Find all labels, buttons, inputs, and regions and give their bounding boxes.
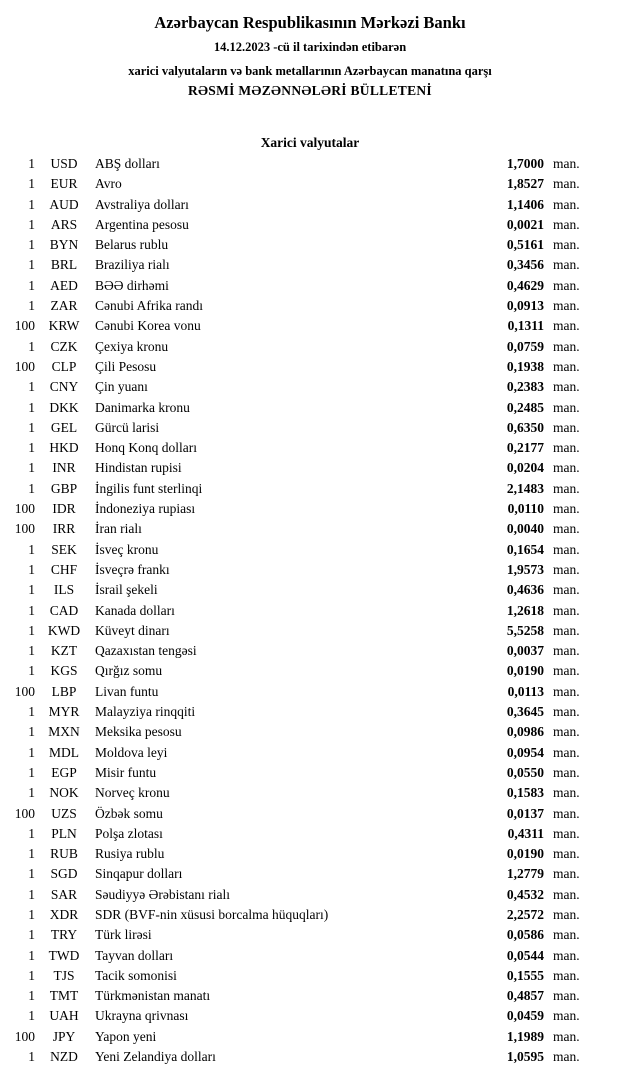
currency-code-cell: LBP bbox=[51, 683, 77, 699]
rate-value-cell: 0,0544 bbox=[506, 947, 544, 963]
currency-name-cell: Çili Pesosu bbox=[95, 358, 157, 374]
currency-name-cell: Türk lirəsi bbox=[95, 927, 152, 943]
amount-cell: 1 bbox=[28, 825, 35, 841]
rate-value-cell: 0,0190 bbox=[506, 846, 544, 862]
unit-cell: man. bbox=[553, 521, 580, 537]
amount-cell: 1 bbox=[28, 988, 35, 1004]
rate-value-cell: 0,1311 bbox=[507, 318, 544, 334]
currency-name-cell: Səudiyyə Ərəbistanı rialı bbox=[95, 886, 230, 902]
currency-code-cell: MYR bbox=[48, 704, 80, 720]
currency-name-cell: İsveç kronu bbox=[95, 541, 159, 557]
rate-value-cell: 0,2383 bbox=[506, 379, 544, 395]
rate-value-cell: 5,5258 bbox=[506, 622, 544, 638]
amount-cell: 1 bbox=[28, 643, 35, 659]
currency-code-cell: ILS bbox=[53, 582, 75, 598]
unit-cell: man. bbox=[553, 196, 580, 212]
currency-code-cell: GEL bbox=[50, 419, 78, 435]
currency-code-cell: USD bbox=[50, 156, 78, 171]
currency-code-cell: XDR bbox=[49, 906, 79, 922]
rate-value-cell: 0,0021 bbox=[506, 216, 544, 232]
rate-value-cell: 0,6350 bbox=[506, 419, 544, 435]
currency-name-cell: Meksika pesosu bbox=[95, 724, 182, 740]
currency-code-cell: ARS bbox=[50, 216, 78, 232]
currency-code-cell: CAD bbox=[49, 602, 79, 618]
amount-cell: 1 bbox=[28, 785, 35, 801]
rate-row bbox=[0, 745, 620, 765]
amount-cell: 1 bbox=[28, 237, 35, 253]
unit-cell: man. bbox=[553, 744, 580, 760]
rate-value-cell: 0,0954 bbox=[506, 744, 544, 760]
rate-row bbox=[0, 197, 620, 217]
rate-row bbox=[0, 359, 620, 379]
rate-value-cell: 0,4636 bbox=[506, 582, 544, 598]
currency-name-cell: Avro bbox=[95, 176, 122, 192]
currency-name-cell: BƏƏ dirhəmi bbox=[95, 277, 169, 293]
currency-name-cell: İsveçrə frankı bbox=[95, 561, 170, 577]
currency-name-cell: Yapon yeni bbox=[95, 1028, 157, 1044]
rate-row bbox=[0, 339, 620, 359]
currency-code-cell: IDR bbox=[52, 501, 76, 517]
currency-name-cell: Sinqapur dolları bbox=[95, 866, 183, 882]
unit-cell: man. bbox=[553, 419, 580, 435]
currency-code-cell: EUR bbox=[50, 176, 78, 192]
currency-code-cell: CNY bbox=[49, 379, 79, 395]
rate-row bbox=[0, 1049, 620, 1069]
amount-cell: 1 bbox=[28, 704, 35, 720]
rate-value-cell: 0,1555 bbox=[506, 967, 544, 983]
currency-code-cell: SGD bbox=[50, 866, 78, 882]
unit-cell: man. bbox=[553, 561, 580, 577]
currency-code-cell: SEK bbox=[51, 541, 77, 557]
rate-value-cell: 0,0550 bbox=[506, 764, 544, 780]
amount-cell: 1 bbox=[28, 1008, 35, 1024]
unit-cell: man. bbox=[553, 501, 580, 517]
currency-code-cell: RUB bbox=[50, 846, 78, 862]
unit-cell: man. bbox=[553, 846, 580, 862]
currency-name-cell: Belarus rublu bbox=[95, 237, 169, 253]
rate-value-cell: 0,0137 bbox=[506, 805, 544, 821]
rate-row bbox=[0, 887, 620, 907]
rate-value-cell: 0,3456 bbox=[506, 257, 544, 273]
rate-value-cell: 1,8527 bbox=[506, 176, 544, 192]
effective-date-line: 14.12.2023 -cü il tarixindən etibarən bbox=[213, 40, 407, 54]
rate-row bbox=[0, 806, 620, 826]
rate-value-cell: 0,4532 bbox=[506, 886, 544, 902]
unit-cell: man. bbox=[553, 906, 580, 922]
rate-value-cell: 0,2485 bbox=[506, 399, 544, 415]
amount-cell: 1 bbox=[28, 419, 35, 435]
rate-value-cell: 0,0913 bbox=[506, 298, 544, 314]
currency-code-cell: NZD bbox=[50, 1049, 78, 1065]
rate-value-cell: 1,0595 bbox=[506, 1049, 544, 1065]
amount-cell: 1 bbox=[28, 338, 35, 354]
currency-name-cell: Tacik somonisi bbox=[95, 967, 177, 983]
unit-cell: man. bbox=[553, 663, 580, 679]
rate-row bbox=[0, 948, 620, 968]
amount-cell: 1 bbox=[28, 460, 35, 476]
unit-cell: man. bbox=[553, 825, 580, 841]
rate-row bbox=[0, 643, 620, 663]
rate-value-cell: 0,0037 bbox=[506, 643, 544, 659]
currency-code-cell: AUD bbox=[49, 196, 79, 212]
currency-name-cell: Misir funtu bbox=[95, 764, 157, 780]
unit-cell: man. bbox=[553, 176, 580, 192]
currency-code-cell: TWD bbox=[48, 947, 80, 963]
amount-cell: 100 bbox=[14, 805, 35, 821]
amount-cell: 1 bbox=[28, 196, 35, 212]
rate-value-cell: 2,1483 bbox=[506, 480, 544, 496]
currency-name-cell: İran rialı bbox=[95, 521, 142, 537]
amount-cell: 100 bbox=[14, 1028, 35, 1044]
currency-code-cell: INR bbox=[52, 460, 76, 476]
amount-cell: 1 bbox=[28, 1049, 35, 1065]
rate-row bbox=[0, 1008, 620, 1028]
currency-code-cell: NOK bbox=[49, 785, 79, 801]
unit-cell: man. bbox=[553, 785, 580, 801]
rate-value-cell: 0,2177 bbox=[506, 440, 544, 456]
rate-value-cell: 0,3645 bbox=[506, 704, 544, 720]
rate-row bbox=[0, 968, 620, 988]
amount-cell: 1 bbox=[28, 724, 35, 740]
unit-cell: man. bbox=[553, 582, 580, 598]
unit-cell: man. bbox=[553, 318, 580, 334]
rate-value-cell: 0,1938 bbox=[506, 358, 544, 374]
amount-cell: 1 bbox=[28, 176, 35, 192]
rate-value-cell: 0,5161 bbox=[506, 237, 544, 253]
currency-code-cell: TJS bbox=[53, 967, 75, 983]
amount-cell: 1 bbox=[28, 622, 35, 638]
unit-cell: man. bbox=[553, 237, 580, 253]
currency-code-cell: CZK bbox=[50, 338, 78, 354]
unit-cell: man. bbox=[553, 988, 580, 1004]
amount-cell: 1 bbox=[28, 541, 35, 557]
currency-code-cell: EGP bbox=[51, 764, 77, 780]
rate-value-cell: 0,0190 bbox=[506, 663, 544, 679]
rate-row bbox=[0, 623, 620, 643]
amount-cell: 1 bbox=[28, 561, 35, 577]
rate-row bbox=[0, 257, 620, 277]
rate-row bbox=[0, 318, 620, 338]
rate-value-cell: 0,0759 bbox=[506, 338, 544, 354]
unit-cell: man. bbox=[553, 886, 580, 902]
rate-row bbox=[0, 217, 620, 237]
currency-name-cell: Qazaxıstan tengəsi bbox=[95, 643, 197, 659]
rate-value-cell: 1,2779 bbox=[506, 866, 544, 882]
unit-cell: man. bbox=[553, 541, 580, 557]
currency-code-cell: KZT bbox=[50, 643, 78, 659]
currency-code-cell: GBP bbox=[50, 480, 78, 496]
currency-name-cell: Çin yuanı bbox=[95, 379, 148, 395]
rate-row bbox=[0, 440, 620, 460]
currency-code-cell: TMT bbox=[49, 988, 79, 1004]
currency-code-cell: MDL bbox=[49, 744, 79, 760]
rate-row bbox=[0, 278, 620, 298]
rate-row bbox=[0, 582, 620, 602]
currency-name-cell: İsrail şekeli bbox=[95, 582, 158, 598]
unit-cell: man. bbox=[553, 947, 580, 963]
unit-cell: man. bbox=[553, 764, 580, 780]
rate-value-cell: 0,0040 bbox=[506, 521, 544, 537]
currency-name-cell: Rusiya rublu bbox=[95, 846, 165, 862]
rate-row bbox=[0, 907, 620, 927]
amount-cell: 1 bbox=[28, 582, 35, 598]
currency-code-cell: BRL bbox=[50, 257, 78, 273]
subtitle-line-1: xarici valyutaların və bank metallarının Azərbaycan manatına qarşı bbox=[128, 64, 492, 78]
currency-name-cell: Norveç kronu bbox=[95, 785, 170, 801]
currency-code-cell: UAH bbox=[49, 1008, 79, 1024]
rate-row bbox=[0, 400, 620, 420]
currency-code-cell: ZAR bbox=[50, 298, 78, 314]
currency-code-cell: UZS bbox=[51, 805, 77, 821]
amount-cell: 1 bbox=[28, 764, 35, 780]
rate-value-cell: 1,2618 bbox=[506, 602, 544, 618]
unit-cell: man. bbox=[553, 156, 580, 171]
unit-cell: man. bbox=[553, 460, 580, 476]
rate-row bbox=[0, 156, 620, 176]
unit-cell: man. bbox=[553, 602, 580, 618]
rate-value-cell: 0,0586 bbox=[506, 927, 544, 943]
amount-cell: 100 bbox=[14, 318, 35, 334]
amount-cell: 1 bbox=[28, 866, 35, 882]
currency-name-cell: Türkmənistan manatı bbox=[95, 988, 211, 1004]
rate-value-cell: 0,0110 bbox=[507, 501, 544, 517]
unit-cell: man. bbox=[553, 480, 580, 496]
unit-cell: man. bbox=[553, 622, 580, 638]
currency-name-cell: Avstraliya dolları bbox=[95, 196, 189, 212]
unit-cell: man. bbox=[553, 866, 580, 882]
currency-name-cell: ABŞ dolları bbox=[95, 156, 160, 171]
unit-cell: man. bbox=[553, 379, 580, 395]
currency-code-cell: AED bbox=[50, 277, 78, 293]
currency-code-cell: SAR bbox=[50, 886, 78, 902]
amount-cell: 1 bbox=[28, 440, 35, 456]
rate-value-cell: 0,4629 bbox=[506, 277, 544, 293]
rate-row bbox=[0, 765, 620, 785]
unit-cell: man. bbox=[553, 724, 580, 740]
amount-cell: 1 bbox=[28, 480, 35, 496]
currency-name-cell: Argentina pesosu bbox=[95, 216, 189, 232]
rate-row bbox=[0, 846, 620, 866]
currency-name-cell: Polşa zlotası bbox=[95, 825, 163, 841]
amount-cell: 1 bbox=[28, 906, 35, 922]
unit-cell: man. bbox=[553, 440, 580, 456]
amount-cell: 1 bbox=[28, 927, 35, 943]
amount-cell: 100 bbox=[14, 683, 35, 699]
rate-value-cell: 0,0459 bbox=[506, 1008, 544, 1024]
rate-row bbox=[0, 988, 620, 1008]
rate-value-cell: 0,0204 bbox=[506, 460, 544, 476]
amount-cell: 1 bbox=[28, 379, 35, 395]
amount-cell: 1 bbox=[28, 298, 35, 314]
rate-row bbox=[0, 542, 620, 562]
currency-name-cell: Braziliya rialı bbox=[95, 257, 170, 273]
rate-value-cell: 0,0986 bbox=[506, 724, 544, 740]
amount-cell: 1 bbox=[28, 602, 35, 618]
rate-row bbox=[0, 927, 620, 947]
unit-cell: man. bbox=[553, 683, 580, 699]
unit-cell: man. bbox=[553, 927, 580, 943]
currency-code-cell: PLN bbox=[51, 825, 77, 841]
rate-row bbox=[0, 724, 620, 744]
page-title: Azərbaycan Respublikasının Mərkəzi Bankı bbox=[154, 13, 466, 32]
rate-value-cell: 1,9573 bbox=[506, 561, 544, 577]
amount-cell: 1 bbox=[28, 277, 35, 293]
amount-cell: 1 bbox=[28, 156, 35, 171]
rate-row bbox=[0, 684, 620, 704]
unit-cell: man. bbox=[553, 298, 580, 314]
rate-row bbox=[0, 420, 620, 440]
subtitle-line-2: RƏSMİ MƏZƏNNƏLƏRİ BÜLLETENİ bbox=[187, 83, 432, 98]
currency-name-cell: Küveyt dinarı bbox=[95, 622, 170, 638]
currency-name-cell: SDR (BVF-nin xüsusi borcalma hüquqları) bbox=[95, 906, 329, 922]
currency-name-cell: Malayziya rinqqiti bbox=[95, 704, 196, 720]
currency-name-cell: Danimarka kronu bbox=[95, 399, 190, 415]
rate-row bbox=[0, 663, 620, 683]
unit-cell: man. bbox=[553, 1049, 580, 1065]
unit-cell: man. bbox=[553, 358, 580, 374]
rate-row bbox=[0, 481, 620, 501]
unit-cell: man. bbox=[553, 805, 580, 821]
amount-cell: 1 bbox=[28, 663, 35, 679]
currency-code-cell: CHF bbox=[50, 561, 78, 577]
unit-cell: man. bbox=[553, 1008, 580, 1024]
amount-cell: 1 bbox=[28, 216, 35, 232]
rate-row bbox=[0, 704, 620, 724]
currency-name-cell: Cənubi Afrika randı bbox=[95, 298, 203, 314]
unit-cell: man. bbox=[553, 338, 580, 354]
currency-name-cell: İngilis funt sterlinqi bbox=[95, 480, 203, 496]
rate-row bbox=[0, 562, 620, 582]
unit-cell: man. bbox=[553, 643, 580, 659]
currency-code-cell: BYN bbox=[49, 237, 79, 253]
currency-code-cell: HKD bbox=[49, 440, 79, 456]
unit-cell: man. bbox=[553, 399, 580, 415]
rate-row bbox=[0, 1029, 620, 1049]
rate-row bbox=[0, 298, 620, 318]
currency-code-cell: IRR bbox=[52, 521, 76, 537]
rate-row bbox=[0, 866, 620, 886]
currency-name-cell: Gürcü larisi bbox=[95, 419, 160, 435]
currency-name-cell: Özbək somu bbox=[95, 805, 163, 821]
amount-cell: 100 bbox=[14, 358, 35, 374]
currency-name-cell: Çexiya kronu bbox=[95, 338, 169, 354]
rates-table bbox=[0, 156, 620, 1069]
currency-name-cell: Qırğız somu bbox=[95, 663, 163, 679]
unit-cell: man. bbox=[553, 704, 580, 720]
currency-code-cell: KWD bbox=[47, 622, 81, 638]
rate-row bbox=[0, 460, 620, 480]
currency-code-cell: KGS bbox=[50, 663, 78, 679]
amount-cell: 1 bbox=[28, 846, 35, 862]
currency-code-cell: DKK bbox=[49, 399, 79, 415]
rate-value-cell: 0,1654 bbox=[506, 541, 544, 557]
currency-name-cell: Tayvan dolları bbox=[95, 947, 174, 963]
currency-name-cell: Cənubi Korea vonu bbox=[95, 318, 201, 334]
section-title-foreign-currencies: Xarici valyutalar bbox=[260, 135, 360, 150]
currency-name-cell: Hindistan rupisi bbox=[95, 460, 182, 476]
amount-cell: 1 bbox=[28, 399, 35, 415]
amount-cell: 1 bbox=[28, 744, 35, 760]
rate-row bbox=[0, 826, 620, 846]
unit-cell: man. bbox=[553, 257, 580, 273]
currency-name-cell: Kanada dolları bbox=[95, 602, 175, 618]
amount-cell: 1 bbox=[28, 886, 35, 902]
currency-name-cell: Moldova leyi bbox=[95, 744, 168, 760]
rate-row bbox=[0, 785, 620, 805]
unit-cell: man. bbox=[553, 1028, 580, 1044]
rate-value-cell: 2,2572 bbox=[506, 906, 544, 922]
amount-cell: 100 bbox=[14, 521, 35, 537]
rate-value-cell: 1,7000 bbox=[506, 156, 544, 171]
amount-cell: 1 bbox=[28, 947, 35, 963]
amount-cell: 1 bbox=[28, 967, 35, 983]
rate-row bbox=[0, 521, 620, 541]
unit-cell: man. bbox=[553, 967, 580, 983]
currency-code-cell: MXN bbox=[48, 724, 80, 740]
rate-value-cell: 1,1406 bbox=[506, 196, 544, 212]
amount-cell: 1 bbox=[28, 257, 35, 273]
currency-name-cell: Honq Konq dolları bbox=[95, 440, 197, 456]
rate-value-cell: 0,1583 bbox=[506, 785, 544, 801]
rate-value-cell: 0,4857 bbox=[506, 988, 544, 1004]
rate-row bbox=[0, 379, 620, 399]
rate-value-cell: 1,1989 bbox=[506, 1028, 544, 1044]
amount-cell: 100 bbox=[14, 501, 35, 517]
currency-name-cell: Yeni Zelandiya dolları bbox=[95, 1049, 216, 1065]
currency-code-cell: KRW bbox=[48, 318, 80, 334]
rate-row bbox=[0, 603, 620, 623]
rate-row bbox=[0, 237, 620, 257]
currency-name-cell: İndoneziya rupiası bbox=[95, 501, 196, 517]
currency-code-cell: TRY bbox=[50, 927, 78, 943]
rate-value-cell: 0,4311 bbox=[507, 825, 544, 841]
rate-row bbox=[0, 501, 620, 521]
currency-code-cell: CLP bbox=[51, 358, 77, 374]
unit-cell: man. bbox=[553, 277, 580, 293]
unit-cell: man. bbox=[553, 216, 580, 232]
rate-value-cell: 0,0113 bbox=[507, 683, 544, 699]
rate-row bbox=[0, 176, 620, 196]
currency-code-cell: JPY bbox=[52, 1028, 76, 1044]
currency-name-cell: Livan funtu bbox=[95, 683, 159, 699]
currency-name-cell: Ukrayna qrivnası bbox=[95, 1008, 189, 1024]
